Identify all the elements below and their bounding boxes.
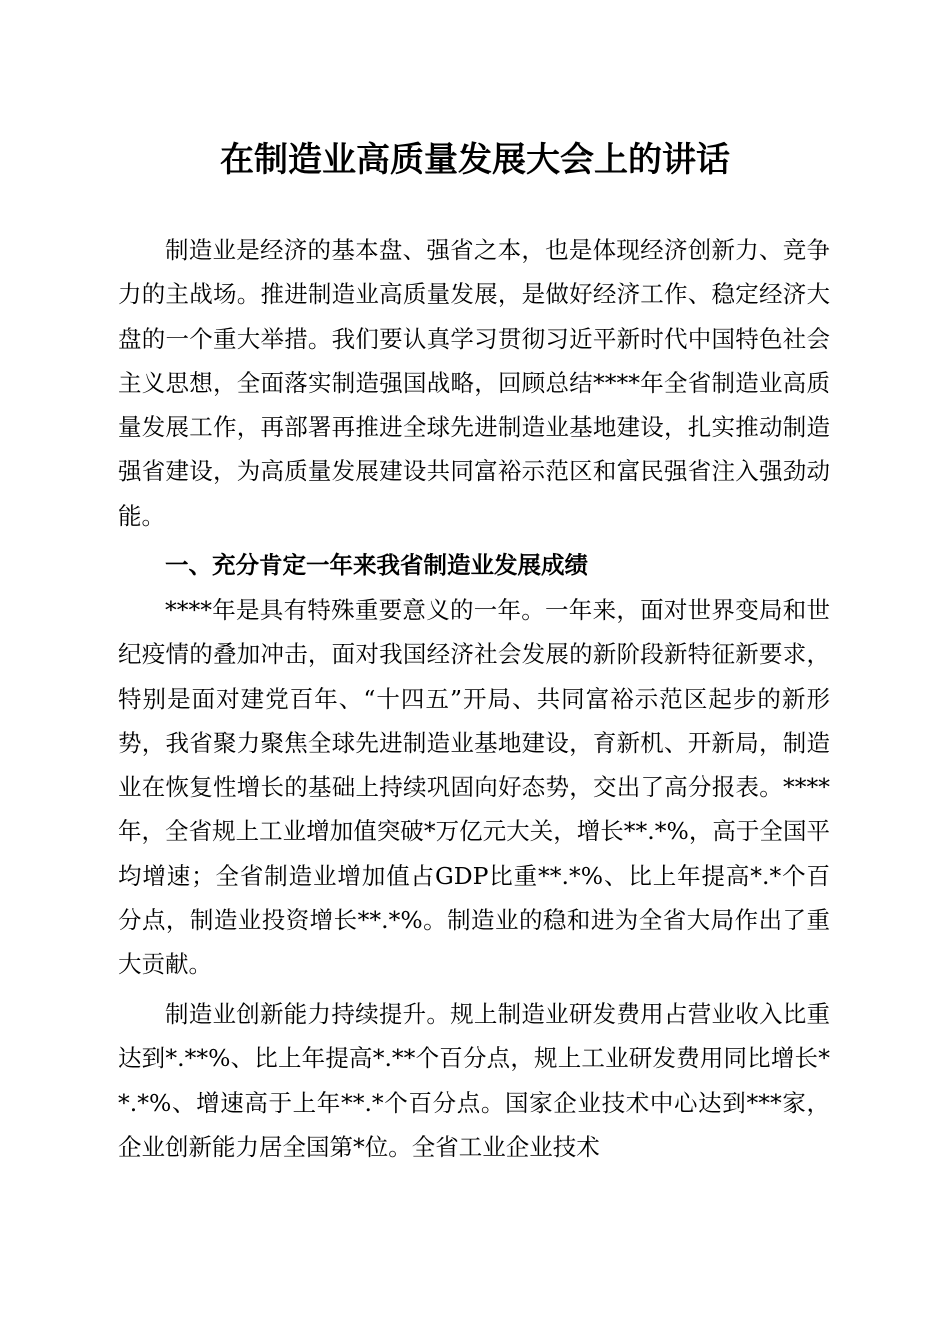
intro-paragraph: 制造业是经济的基本盘、强省之本，也是体现经济创新力、竞争力的主战场。推进制造业高质量发展，是做好经济工作、稳定经济大盘的一个重大举措。我们要认真学习贯彻习近平新时代中国特色社会主义思想，全面落实制造强国战略，回顾总结****年全省制造业高质量发展工作，再部署再推进全球先进制造业基地建设，扎实推动制造强省建设，为高质量发展建设共同富裕示范区和富民强省注入强劲动能。 — [118, 236, 830, 530]
section-paragraph: 制造业创新能力持续提升。规上制造业研发费用占营业收入比重达到*.**%、比上年提高*.**个百分点，规上工业研发费用同比增长**.*%、增速高于上年**.*个百分点。国家企业技术中心达到***家，企业创新能力居全国第*位。全省工业企业技术 — [118, 1000, 830, 1161]
section-heading: 一、充分肯定一年来我省制造业发展成绩 — [165, 551, 588, 579]
section-paragraph: ****年是具有特殊重要意义的一年。一年来，面对世界变局和世纪疫情的叠加冲击，面对我国经济社会发展的新阶段新特征新要求，特别是面对建党百年、“十四五”开局、共同富裕示范区起步的新形势，我省聚力聚焦全球先进制造业基地建设，育新机、开新局，制造业在恢复性增长的基础上持续巩固向好态势，交出了高分报表。****年，全省规上工业增加值突破*万亿元大关，增长**.*%，高于全国平均增速；全省制造业增加值占GDP比重**.*%、比上年提高*.*个百分点，制造业投资增长**.*%。制造业的稳和进为全省大局作出了重大贡献。 — [118, 596, 830, 979]
document-title: 在制造业高质量发展大会上的讲话 — [220, 140, 730, 180]
